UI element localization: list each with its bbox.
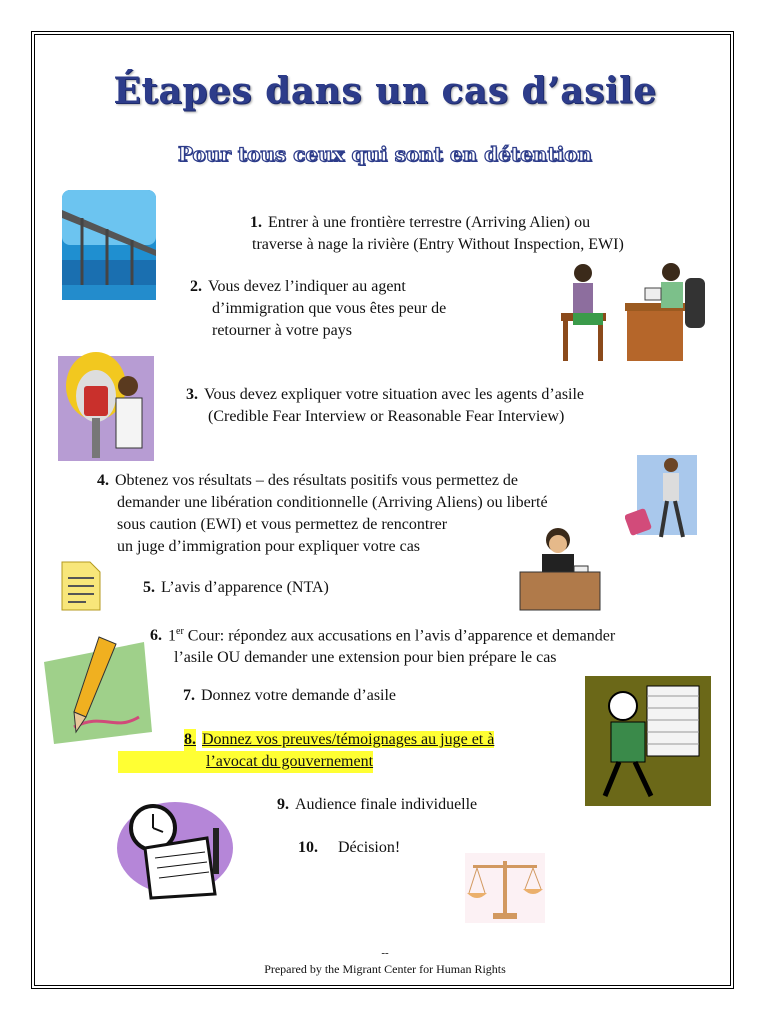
- step-text: Donnez votre demande d’asile: [201, 687, 397, 704]
- step-text: traverse à nage la rivière (Entry Without Inspection, EWI): [252, 236, 624, 253]
- step-text: un juge d’immigration pour expliquer votre cas: [117, 538, 421, 555]
- step-9: [277, 794, 477, 816]
- traveler-icon: [625, 455, 699, 545]
- step-text: Donnez vos preuves/témoignages au juge et à: [202, 731, 495, 748]
- running-man-papers-icon: [585, 676, 711, 806]
- step-text: Obtenez vos résultats – des résultats positifs vous permettez de: [115, 472, 519, 489]
- step-number: 5.: [143, 579, 155, 596]
- step-text: l’asile OU demander une extension pour bien prépare le cas: [174, 649, 557, 667]
- interview-icon: [553, 258, 713, 366]
- bridge-icon: [62, 190, 156, 300]
- step-1: [250, 212, 624, 256]
- step-number: 10.: [298, 839, 318, 856]
- scales-icon: [465, 853, 545, 923]
- step-6: [150, 621, 615, 669]
- step-number: 8.: [184, 729, 196, 751]
- step-text: Décision!: [338, 839, 401, 856]
- footer-separator: --: [381, 947, 389, 959]
- step-text: 1: [168, 627, 176, 645]
- step-2: [190, 276, 446, 342]
- step-text: Audience finale individuelle: [295, 796, 478, 813]
- step-3: [186, 384, 584, 428]
- step-8: [118, 729, 494, 773]
- step-5: [143, 577, 329, 599]
- step-text: Vous devez l’indiquer au agent: [208, 278, 406, 295]
- step-number: 6.: [150, 627, 162, 645]
- step-4: [97, 470, 548, 558]
- page-subtitle: Pour tous ceux qui sont en détention: [177, 142, 593, 166]
- step-number: 4.: [97, 472, 109, 489]
- step-number: 2.: [190, 278, 202, 295]
- step-text: Cour: répondez aux accusations en l’avis d’apparence et demander: [183, 627, 616, 645]
- step-10: [298, 837, 400, 859]
- step-text: Vous devez expliquer votre situation avec les agents d’asile: [204, 386, 585, 403]
- step-number: 7.: [183, 687, 195, 704]
- step-text: retourner à votre pays: [212, 322, 352, 339]
- step-text: sous caution (EWI) et vous permettez de rencontrer: [117, 516, 448, 533]
- document-icon: [60, 560, 102, 612]
- page-title: Étapes dans un cas d’asile: [113, 70, 657, 112]
- step-number: 3.: [186, 386, 198, 403]
- step-7: [183, 685, 396, 707]
- footer-credit: Prepared by the Migrant Center for Human Rights: [264, 962, 506, 976]
- step-text: d’immigration que vous êtes peur de: [212, 300, 447, 317]
- step-text: (Credible Fear Interview or Reasonable Fear Interview): [208, 408, 565, 425]
- step-text-superscript: er: [176, 626, 184, 637]
- step-number: 9.: [277, 796, 289, 813]
- step-text: L’avis d’apparence (NTA): [161, 579, 329, 596]
- clock-papers-icon: [115, 798, 235, 902]
- step-text: l’avocat du gouvernement: [118, 751, 373, 773]
- step-text: Entrer à une frontière terrestre (Arriving Alien) ou: [268, 214, 591, 231]
- step-number: 1.: [250, 214, 262, 231]
- telephone-icon: [58, 346, 154, 466]
- step-text: demander une libération conditionnelle (Arriving Aliens) ou liberté: [117, 494, 548, 511]
